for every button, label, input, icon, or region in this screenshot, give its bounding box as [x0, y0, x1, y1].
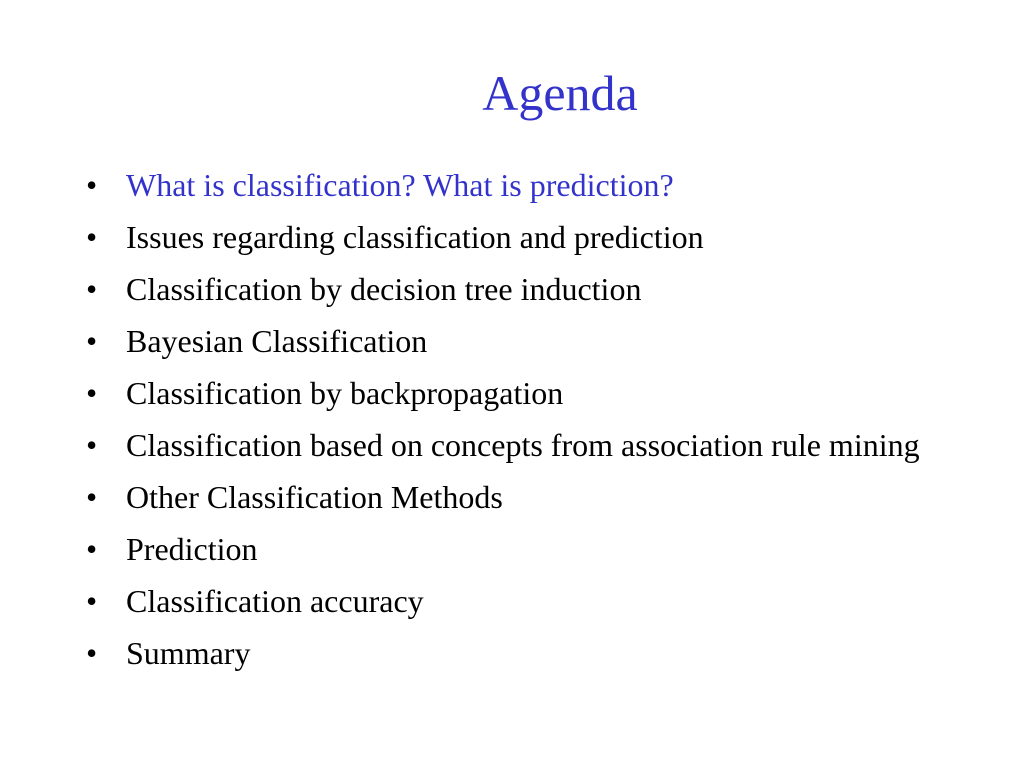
agenda-list — [82, 164, 942, 684]
agenda-item-issues — [82, 216, 942, 258]
bullet-icon: • — [86, 167, 98, 203]
agenda-item-label: Classification accuracy — [126, 583, 424, 619]
agenda-item-what-is-classification — [82, 164, 942, 206]
agenda-item-prediction — [82, 528, 942, 570]
bullet-icon: • — [86, 271, 98, 307]
bullet-icon: • — [86, 375, 98, 411]
agenda-item-label: Issues regarding classification and prediction — [126, 219, 704, 255]
agenda-item-association-rule-mining — [82, 424, 942, 466]
agenda-item-label: Classification by backpropagation — [126, 375, 564, 411]
agenda-item-label: Prediction — [126, 531, 258, 567]
agenda-item-label: Bayesian Classification — [126, 323, 428, 359]
agenda-item-label: Classification by decision tree induction — [126, 271, 642, 307]
bullet-icon: • — [86, 323, 98, 359]
bullet-icon: • — [86, 583, 98, 619]
agenda-item-summary — [82, 632, 942, 674]
agenda-item-bayesian — [82, 320, 942, 362]
bullet-icon: • — [86, 479, 98, 515]
agenda-item-accuracy — [82, 580, 942, 622]
agenda-item-label: Summary — [126, 635, 251, 671]
agenda-item-backpropagation — [82, 372, 942, 414]
agenda-item-other-methods — [82, 476, 942, 518]
agenda-item-decision-tree — [82, 268, 942, 310]
agenda-item-label: What is classification? What is prediction? — [126, 167, 674, 203]
bullet-icon: • — [86, 427, 98, 463]
bullet-icon: • — [86, 531, 98, 567]
slide-title: Agenda — [482, 65, 638, 121]
bullet-icon: • — [86, 635, 98, 671]
agenda-item-label: Other Classification Methods — [126, 479, 503, 515]
bullet-icon: • — [86, 219, 98, 255]
agenda-item-label: Classification based on concepts from association rule mining — [126, 427, 920, 463]
